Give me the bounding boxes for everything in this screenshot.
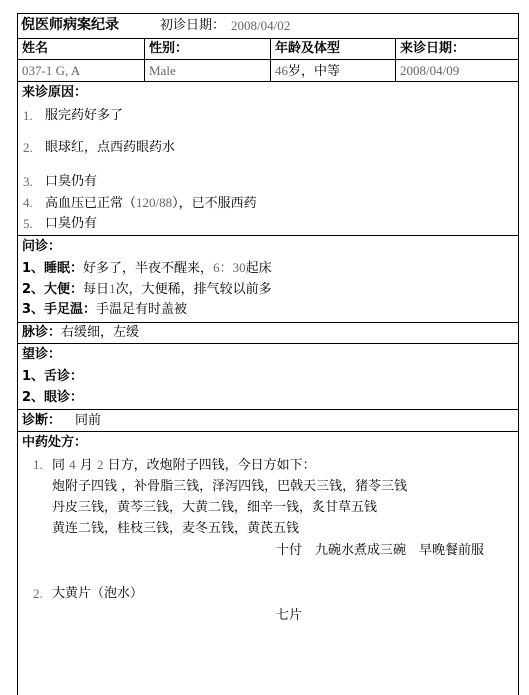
- inquiry-label: 问诊：: [22, 239, 62, 254]
- prescription-num: 1.: [33, 457, 43, 472]
- rule-diagnosis: [17, 431, 519, 432]
- page-title: 倪医师病案纪录: [21, 17, 119, 33]
- reason-num: 3.: [23, 174, 33, 189]
- reason-num: 2.: [23, 140, 33, 155]
- prescription-item: 大黄片（泡水）: [52, 586, 144, 601]
- reason-text: 高血压已正常（: [45, 196, 137, 211]
- gender-label: 性别：: [149, 41, 189, 56]
- info-divider: [270, 38, 271, 81]
- prescription-day: 2: [96, 457, 104, 472]
- diagnosis-text: 同前: [75, 413, 102, 428]
- tongue-label: 1、舌诊：: [22, 369, 84, 384]
- inquiry-head: 2、大便：: [22, 282, 84, 297]
- prescription-text: 日方，改炮附子四钱，今日方如下：: [107, 458, 316, 473]
- prescription-intro: [52, 457, 316, 474]
- rule-observe: [17, 409, 519, 410]
- visit-date-label: 来诊日期：: [400, 41, 466, 56]
- prescription-num: 2.: [33, 586, 43, 601]
- dosage-instructions: 十付 九碗水煮成三碗 早晚餐前服: [276, 543, 485, 558]
- diagnosis-label: 诊断：: [22, 413, 62, 428]
- pulse-text: 右缓细，左缓: [61, 325, 140, 340]
- reason-num: 5.: [23, 216, 33, 231]
- inquiry-text: 手温足有时盖被: [96, 302, 188, 317]
- inquiry-text: 起床: [245, 261, 272, 276]
- visit-date-value: 2008/04/09: [400, 63, 460, 78]
- inquiry-text: 次，大便稀，排气较以前多: [115, 282, 272, 297]
- inquiry-head: 1、睡眠：: [22, 261, 84, 276]
- inquiry-item: [22, 281, 272, 298]
- pulse-label: 脉诊：: [22, 325, 62, 340]
- eye-label: 2、眼诊：: [22, 390, 84, 405]
- reason-item: 口臭仍有: [45, 216, 98, 231]
- inquiry-number: 6：30: [213, 260, 246, 275]
- reason-num: 4.: [23, 195, 33, 210]
- inquiry-head: 3、手足温：: [22, 302, 97, 317]
- first-visit-label: 初诊日期：: [160, 18, 226, 33]
- reason-item: 口臭仍有: [45, 174, 98, 189]
- first-visit-date: 2008/04/02: [231, 18, 291, 33]
- prescription-text: 同: [52, 458, 66, 473]
- reason-item: 服完药好多了: [45, 108, 124, 123]
- gender-value: Male: [149, 63, 176, 78]
- herb-line: 炮附子四钱 ，补骨脂三钱，泽泻四钱，巴戟天三钱，猪苓三钱: [52, 479, 408, 494]
- reason-text: ），已不服西药: [172, 196, 257, 211]
- observe-label: 望诊：: [22, 347, 62, 362]
- reason-label: 来诊原因：: [22, 85, 88, 100]
- pulse-row: [22, 325, 139, 341]
- info-divider: [144, 38, 145, 81]
- rule-top: [17, 13, 519, 14]
- rule-header: [17, 38, 519, 39]
- inquiry-text: 好多了，半夜不醒来，: [83, 261, 214, 276]
- dosage-count: 七片: [276, 608, 303, 623]
- prescription-month: 4: [69, 457, 76, 472]
- inquiry-number: 1: [109, 281, 116, 296]
- reason-item: [45, 195, 257, 212]
- prescription-text: 月: [79, 458, 93, 473]
- age-text: 岁，中等: [288, 64, 341, 79]
- rule-reason: [17, 235, 519, 236]
- inquiry-text: 每日: [83, 282, 110, 297]
- reason-item: 眼球红，点西药眼药水: [45, 140, 176, 155]
- name-label: 姓名: [22, 41, 49, 56]
- prescription-label: 中药处方：: [22, 435, 88, 450]
- inquiry-item: [22, 260, 272, 277]
- age-label: 年龄及体型: [275, 41, 341, 56]
- herb-line: 黄连二钱，桂枝三钱，麦冬五钱，黄芪五钱: [52, 521, 300, 536]
- rule-info-labels: [17, 59, 519, 60]
- age-number: 46: [275, 63, 288, 78]
- herb-line: 丹皮三钱，黄芩三钱，大黄二钱，细辛一钱，炙甘草五钱: [52, 500, 378, 515]
- age-value: [275, 63, 340, 80]
- name-value: 037-1 G, A: [22, 63, 81, 78]
- rule-info-values: [17, 81, 519, 82]
- rule-pulse: [17, 343, 519, 344]
- info-divider: [395, 38, 396, 81]
- blood-pressure-value: 120/88: [136, 195, 173, 210]
- rule-inquiry: [17, 322, 519, 323]
- reason-num: 1.: [23, 108, 33, 123]
- inquiry-item: [22, 302, 187, 318]
